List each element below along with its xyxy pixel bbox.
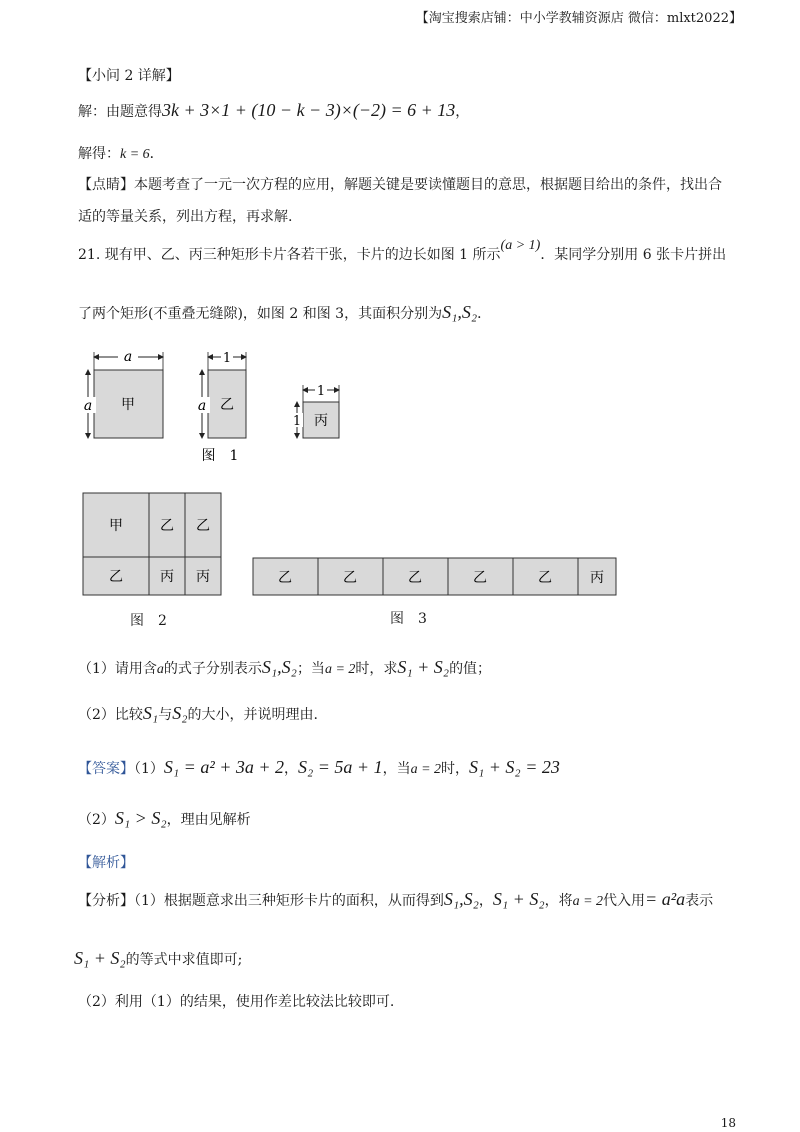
figure-3-caption: 图 3 [390,611,427,627]
question-2 [78,703,318,724]
answer-2-prefix: （2） [78,812,115,828]
fig2-label-top-1: 甲 [109,518,123,534]
fig3-label-1: 乙 [278,570,292,586]
problem21-text-d: ． [477,306,492,322]
analysis-text-b: ，将 [544,893,573,909]
answer-sum: S₁ + S₂ = 23 [469,757,560,777]
comment-line-1: 【点睛】本题考查了一元一次方程的应用，解题关键是要读懂题目的意思，根据题目给出的条件，找出合 [78,177,722,193]
q2-result-line [78,143,164,163]
bing-height-label: 1 [292,414,302,429]
q2-text-b: 与 [158,707,173,723]
fig2-label-bottom-1: 乙 [109,569,123,585]
bing-label: 丙 [314,413,328,429]
q1-sum: S₁ + S₂ [397,657,450,677]
analysis-sum: S₁ + S₂ [492,889,545,909]
answer-line-2 [78,808,251,829]
problem21-condition: (a > 1) [500,238,541,253]
analysis-condition: a = 2 [572,894,604,909]
q1-text-b: 的式子分别表示 [163,661,262,677]
analysis-line2-sum: S₁ + S₂ [74,948,126,968]
fig2-label-bottom-3: 丙 [196,569,210,585]
yi-height-label: a [197,398,207,414]
analysis-line-3: （2）利用（1）的结果，使用作差比较法比较即可. [78,994,395,1010]
fig3-label-3: 乙 [408,570,422,586]
jia-label: 甲 [121,397,135,413]
analysis-tag: 【解析】 [78,855,134,871]
q2-equation: 3k + 3×1 + (10 − k − 3)×(−2) = 6 + 13 [162,100,456,120]
fig3-label-6: 丙 [590,570,604,586]
q1-text-a: （1）请用含 [78,661,157,677]
problem21-line-1 [78,238,727,264]
figure-2-caption: 图 2 [130,613,167,629]
jia-width-label: a [123,349,133,365]
comment-line-2: 适的等量关系，列出方程，再求解. [78,209,293,225]
page-header: 【淘宝搜索店铺：中小学教辅资源店 微信：mlxt2022】 [415,11,742,26]
q1-text-e: 的值； [449,661,492,677]
answer-time: 时， [441,761,470,777]
q1-condition: a = 2 [324,662,356,677]
figure-2 [82,492,224,598]
answer-mid: ，当 [382,761,411,777]
q1-text-c: ；当 [296,661,325,677]
answer-line-1 [78,757,560,778]
jia-height-label: a [83,398,93,414]
problem21-text-a: 21. 现有甲、乙、丙三种矩形卡片各若干张，卡片的边长如图 1 所示 [78,247,501,263]
q2-s1: S₁ [142,703,159,723]
q2-equation-suffix: ， [455,104,470,120]
fig3-label-4: 乙 [473,570,487,586]
q1-text-d: 时，求 [355,661,398,677]
answer-sep: ， [284,761,299,777]
analysis-expression: = a²a [645,889,686,909]
answer-1-prefix: （1） [134,761,164,777]
analysis-text-a: 【分析】（1）根据题意求出三种矩形卡片的面积，从而得到 [78,893,444,909]
q2-result-suffix: ． [149,146,164,162]
yi-label: 乙 [220,397,234,413]
q2-solve-line [78,100,469,121]
q1-var: a [156,662,164,677]
question-1 [78,657,491,678]
figure-1-caption: 图 1 [201,448,239,464]
q2-detail-title: 【小问 2 详解】 [78,68,180,84]
q2-text-a: （2）比较 [78,707,143,723]
q2-result-prefix: 解得： [78,146,120,162]
analysis-text-d: 表示 [685,893,714,909]
figure-1 [70,348,360,468]
problem21-text-b: ．某同学分别用 6 张卡片拼出 [540,247,727,263]
fig3-label-5: 乙 [538,570,552,586]
figure-3 [252,557,622,599]
analysis-line2-text: 的等式中求值即可; [125,952,243,968]
answer-s1: S₁ = a² + 3a + 2 [163,757,285,777]
fig2-label-bottom-2: 丙 [160,569,174,585]
q2-s2: S₂ [172,703,188,723]
answer-relation: S₁ > S₂ [114,808,167,828]
answer-tag: 【答案】 [78,761,134,777]
bing-width-label: 1 [316,384,326,399]
analysis-areas: S₁,S₂ [443,889,479,909]
analysis-sep: ， [478,893,493,909]
answer-s2: S₂ = 5a + 1 [298,757,383,777]
yi-width-label: 1 [222,351,232,366]
analysis-line-2 [74,948,242,969]
analysis-line-1 [78,889,713,910]
answer-condition: a = 2 [410,762,442,777]
q1-areas: S₁,S₂ [261,657,297,677]
problem21-text-c: 了两个矩形(不重叠无缝隙)，如图 2 和图 3，其面积分别为 [78,306,443,322]
problem21-line-2 [78,302,491,323]
q2-result: k = 6 [120,147,150,162]
q2-solve-prefix: 解：由题意得 [78,104,162,120]
answer-2-text: ，理由见解析 [166,812,251,828]
problem21-areas: S₁,S₂ [442,302,478,322]
q2-text-c: 的大小，并说明理由. [187,707,318,723]
analysis-text-c: 代入用 [603,893,646,909]
fig2-label-top-3: 乙 [196,518,210,534]
page-number: 18 [720,1116,736,1130]
fig2-label-top-2: 乙 [160,518,174,534]
fig3-label-2: 乙 [343,570,357,586]
